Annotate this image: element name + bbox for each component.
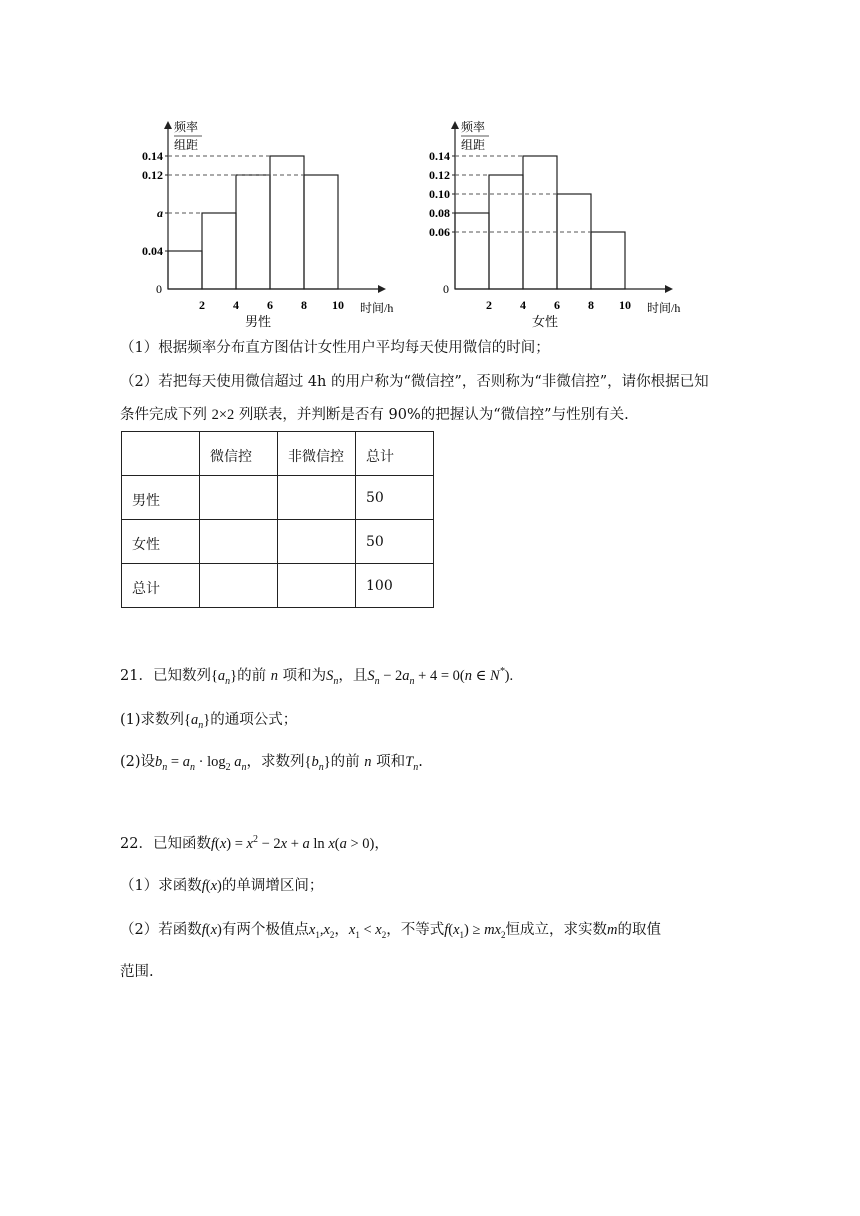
y-tick-label: 0.06 xyxy=(429,225,450,239)
y-axis-label-bottom: 组距 xyxy=(461,138,486,152)
table-cell xyxy=(200,476,278,520)
math-condition: $S_n - 2a_n + 4 = 0(n$ ∈ N*). xyxy=(367,666,514,687)
math-seq-a: $\{a_n\}$ xyxy=(210,667,238,687)
y-tick-label: 0 xyxy=(156,282,162,296)
table-cell xyxy=(278,564,356,608)
histogram-bar xyxy=(304,175,338,289)
table-row xyxy=(122,520,434,564)
q20-part2-line1: （2）若把每天使用微信超过 4h 的用户称为“微信控”，否则称为“非微信控”，请你根据已知 xyxy=(120,374,709,390)
math-bn: $b_n = a_n \cdot \log_2 a_n$ xyxy=(155,754,247,773)
histogram-bar xyxy=(270,156,304,289)
math-2x2: 2×2 xyxy=(211,407,235,423)
q22-stem: 22．已知函数$f(x) = x^2 - 2x + a$ ln x(a > 0)， xyxy=(120,834,389,852)
q21-stem: 21．已知数列$\{a_n\}$的前 n 项和为$S_n$，且$S_n - 2a_n + 4 = 0(n$ ∈ N*). xyxy=(120,666,514,687)
x-tick-label: 8 xyxy=(588,298,594,312)
y-axis-label-top: 频率 xyxy=(174,120,199,134)
q21-part2: (2)设$b_n = a_n \cdot \log_2 a_n$，求数列$\{b_n\}$的前 n 项和$T_n$. xyxy=(120,754,423,773)
table-cell xyxy=(278,476,356,520)
table-cell xyxy=(122,432,200,476)
q22-part2: （2）若函数f(x)有两个极值点$x_1,x_2$，$x_1 < x_2$，不等式$f(x_1) \ge mx_2$恒成立，求实数m的取值 xyxy=(120,922,661,940)
x-axis-arrow xyxy=(665,285,673,293)
math-fx: $f(x) = x^2 - 2x + a$ ln x(a > 0) xyxy=(210,834,375,852)
x-tick-label: 6 xyxy=(267,298,273,312)
male-histogram xyxy=(142,119,393,329)
chart-caption: 女性 xyxy=(531,314,559,329)
table-cell xyxy=(200,564,278,608)
histogram-bar xyxy=(557,194,591,289)
q22-part2-line2: 范围. xyxy=(120,964,154,980)
y-axis-label-bottom: 组距 xyxy=(174,138,199,152)
q20-part1: （1）根据频率分布直方图估计女性用户平均每天使用微信的时间； xyxy=(120,340,550,356)
y-tick-label: 0.10 xyxy=(429,187,450,201)
x-axis-label: 时间/h xyxy=(360,301,394,315)
female-histogram xyxy=(429,119,680,329)
table-cell: 总计 xyxy=(122,564,200,608)
y-axis-arrow xyxy=(164,121,172,129)
y-tick-label: 0.12 xyxy=(429,168,450,182)
histogram-bar xyxy=(455,213,489,289)
y-tick-label: 0.08 xyxy=(429,206,450,220)
table-cell: 非微信控 xyxy=(278,432,356,476)
histogram-bar xyxy=(591,232,625,289)
histograms xyxy=(0,0,860,340)
y-tick-label: 0.12 xyxy=(142,168,163,182)
y-axis-label-top: 频率 xyxy=(461,120,486,134)
contingency-table xyxy=(121,431,434,608)
table-cell: 50 xyxy=(356,476,434,520)
table-cell: 100 xyxy=(356,564,434,608)
x-tick-label: 2 xyxy=(199,298,205,312)
histogram-bar xyxy=(168,251,202,289)
y-tick-label: 0.04 xyxy=(142,244,163,258)
table-cell xyxy=(278,520,356,564)
x-tick-label: 2 xyxy=(486,298,492,312)
histogram-bar xyxy=(523,156,557,289)
histogram-bar xyxy=(236,175,270,289)
y-tick-label: 0.14 xyxy=(429,149,450,163)
x-axis-arrow xyxy=(378,285,386,293)
y-tick-label: 0.14 xyxy=(142,149,163,163)
q22-part1: （1）求函数f(x)的单调增区间； xyxy=(120,878,324,894)
y-tick-label: a xyxy=(157,206,163,220)
table-cell: 男性 xyxy=(122,476,200,520)
table-cell: 总计 xyxy=(356,432,434,476)
chart-caption: 男性 xyxy=(244,314,272,329)
table-cell: 微信控 xyxy=(200,432,278,476)
x-tick-label: 8 xyxy=(301,298,307,312)
x-tick-label: 6 xyxy=(554,298,560,312)
table-header-row xyxy=(122,432,434,476)
table-row xyxy=(122,476,434,520)
table-cell: 50 xyxy=(356,520,434,564)
math-inequality: $f(x_1) \ge mx_2$ xyxy=(444,922,506,940)
q20-part2-line2: 条件完成下列 2×2 列联表，并判断是否有 90%的把握认为“微信控”与性别有关. xyxy=(120,407,629,423)
x-tick-label: 4 xyxy=(233,298,239,312)
x-axis-label: 时间/h xyxy=(647,301,681,315)
y-axis-arrow xyxy=(451,121,459,129)
x-tick-label: 10 xyxy=(619,298,631,312)
table-row xyxy=(122,564,434,608)
table-cell xyxy=(200,520,278,564)
histogram-bar xyxy=(202,213,236,289)
x-tick-label: 10 xyxy=(332,298,344,312)
x-tick-label: 4 xyxy=(520,298,526,312)
table-cell: 女性 xyxy=(122,520,200,564)
y-tick-label: 0 xyxy=(443,282,449,296)
q21-part1: (1)求数列$\{a_n\}$的通项公式； xyxy=(120,712,298,731)
